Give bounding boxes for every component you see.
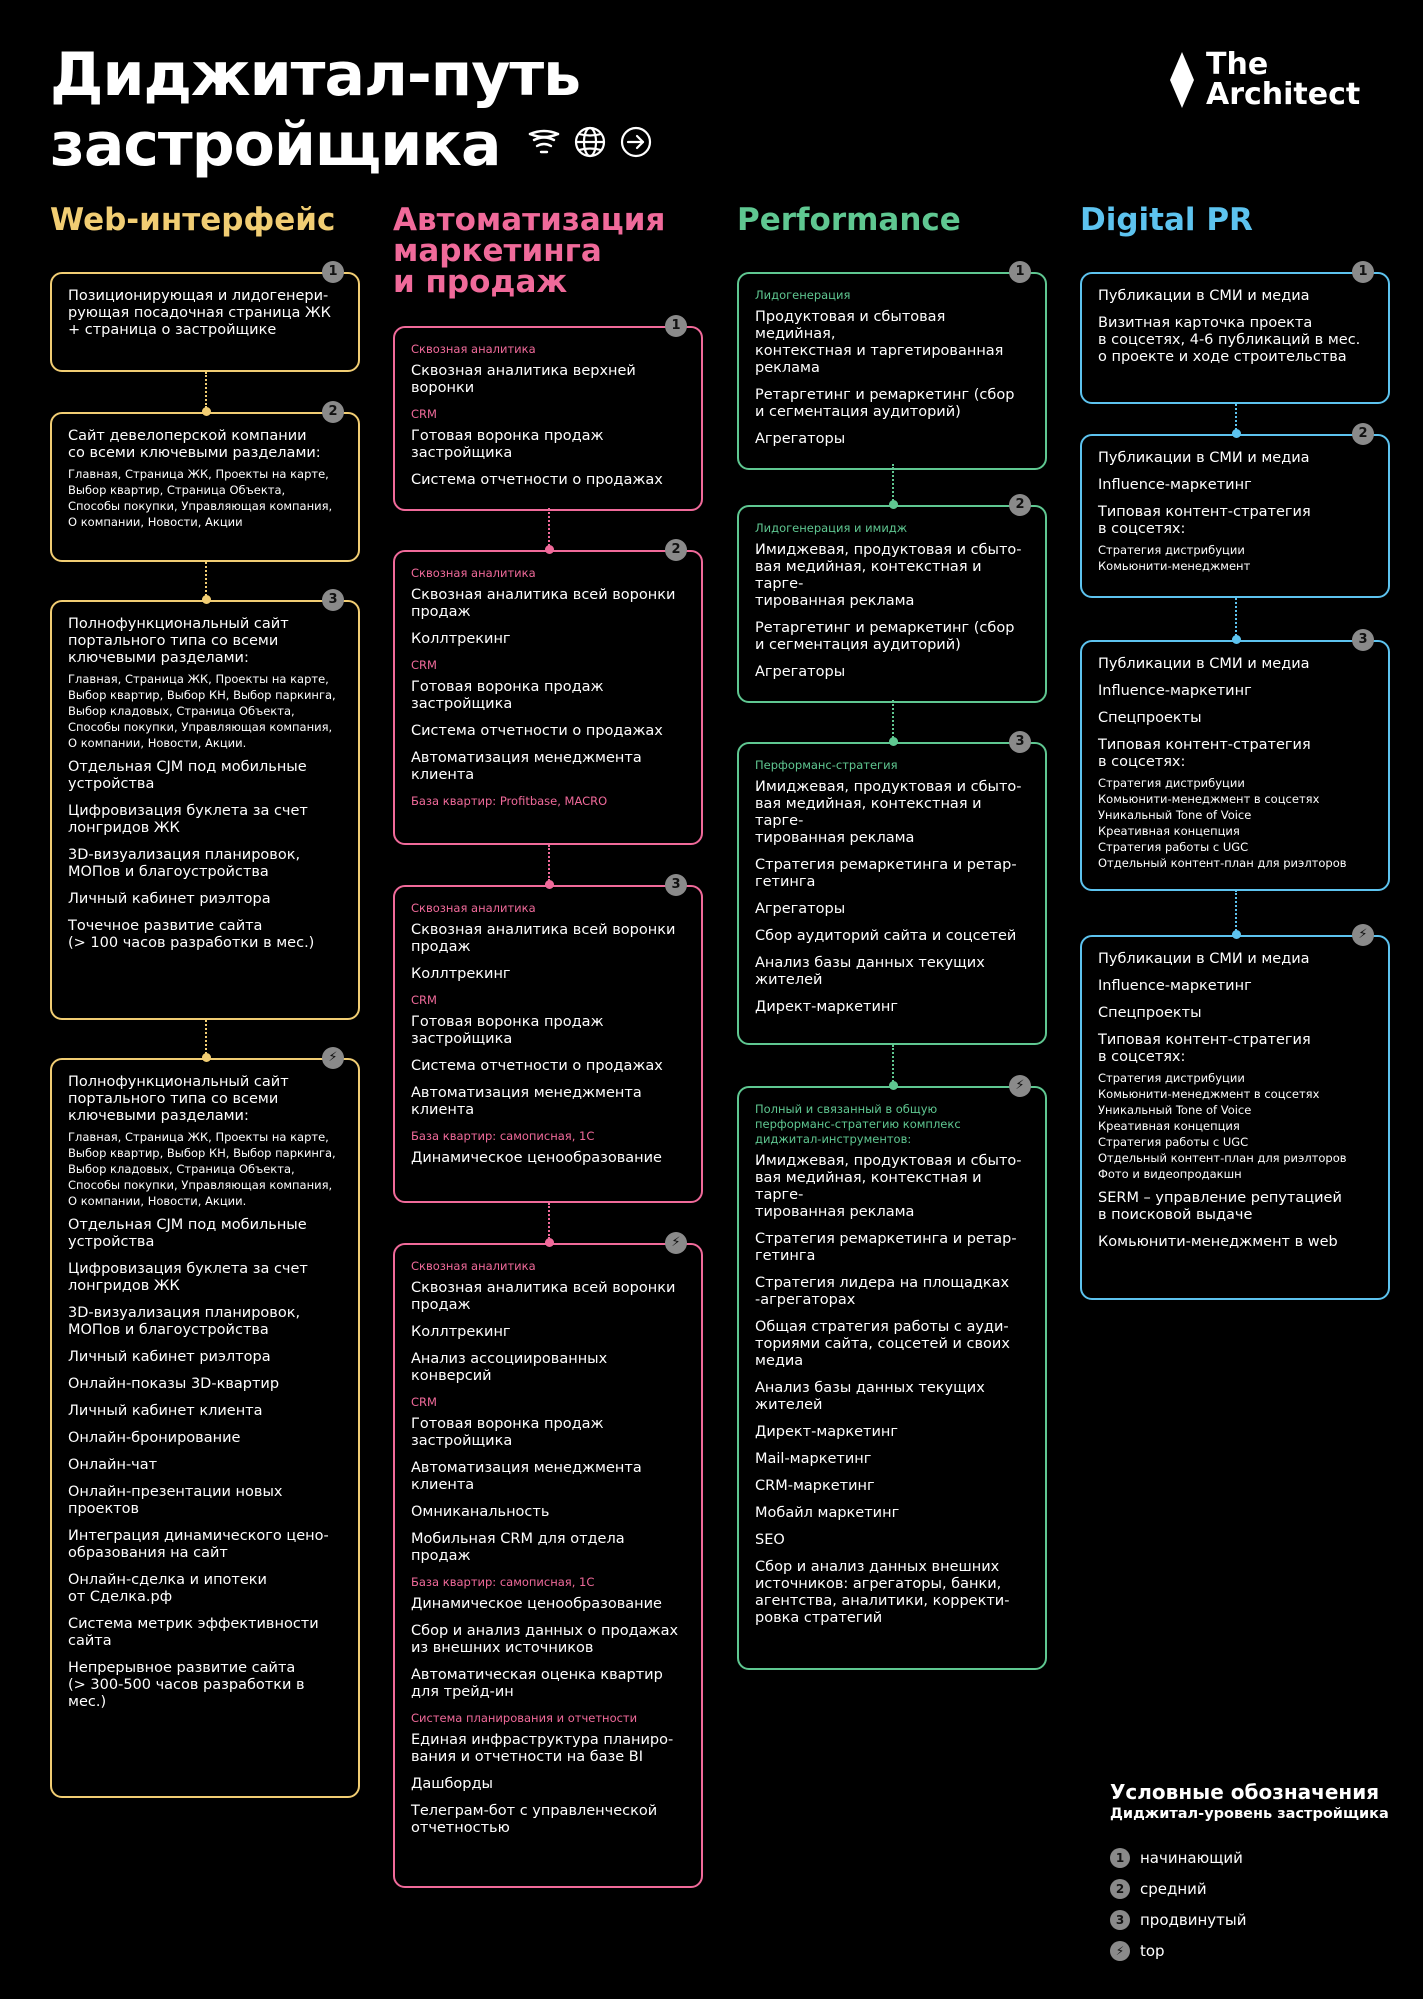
card-item: Агрегаторы <box>755 664 846 680</box>
card-item: Сквозная аналитика всей воронки продаж <box>411 587 676 620</box>
page-title <box>50 40 654 180</box>
card-item: Цифровизация буклета за счет лонгридов ЖК <box>68 1261 308 1294</box>
card-item: Типовая контент-стратегия в соцсетях: <box>1098 504 1311 537</box>
column-heading-automation <box>393 202 666 300</box>
card-item: Автоматизация менеджмента клиента <box>411 1085 642 1118</box>
title-line-2-text: застройщика <box>50 110 501 180</box>
level-badge: 3 <box>1110 1910 1130 1930</box>
category-label: CRM <box>411 658 437 672</box>
level-badge: 3 <box>665 874 687 896</box>
card-item: Influence-маркетинг <box>1098 978 1252 994</box>
column-heading-line: Web-интерфейс <box>50 202 336 238</box>
category-label: Сквозная аналитика <box>411 1259 536 1273</box>
connector-line <box>548 1203 550 1239</box>
card-item: Непрерывное развитие сайта (> 300-500 часов разработки в мес.) <box>68 1660 305 1710</box>
column-heading-line: Автоматизация <box>393 202 666 238</box>
legend-row-top <box>1110 1935 1389 1966</box>
card-item: Influence-маркетинг <box>1098 477 1252 493</box>
card-item: Директ-маркетинг <box>755 999 898 1015</box>
level-card-web-3 <box>50 592 360 1020</box>
connector-line <box>205 562 207 596</box>
card-item: Публикации в СМИ и медиа <box>1098 450 1310 466</box>
title-icons <box>526 124 654 160</box>
card-item: Агрегаторы <box>755 901 846 917</box>
lightning-icon: ⚡ <box>322 1047 344 1069</box>
category-label: CRM <box>411 993 437 1007</box>
card-item: Директ-маркетинг <box>755 1424 898 1440</box>
category-label: Лидогенерация и имидж <box>755 521 908 535</box>
level-card-web-4 <box>50 1050 360 1798</box>
level-card-web-1 <box>50 264 360 372</box>
card-item: Готовая воронка продаж застройщика <box>411 679 604 712</box>
card-item: Продуктовая и сбытовая медийная, контекстная и таргетированная реклама <box>755 309 1004 376</box>
card-item: Стратегия лидера на площадках -агрегаторах <box>755 1275 1010 1308</box>
level-card-pr-3 <box>1080 632 1390 891</box>
card-sub-list: Главная, Страница ЖК, Проекты на карте, Выбор квартир, Страница Объекта, Способы покупки, Управляющая компания, О компании, Новости, Акции <box>68 467 333 529</box>
card-item: Стратегия ремаркетинга и ретар- гетинга <box>755 857 1017 890</box>
legend-label: средний <box>1140 1879 1207 1898</box>
level-card-web-2 <box>50 404 360 562</box>
card-item: Динамическое ценообразование <box>411 1596 662 1612</box>
level-badge: 1 <box>322 261 344 283</box>
level-badge: 1 <box>665 315 687 337</box>
card-item: Публикации в СМИ и медиа <box>1098 656 1310 672</box>
level-badge: 2 <box>1009 494 1031 516</box>
card-item: Спецпроекты <box>1098 1005 1202 1021</box>
card-item: Анализ ассоциированных конверсий <box>411 1351 608 1384</box>
funnel-icon <box>526 124 562 160</box>
level-badge: 2 <box>1110 1879 1130 1899</box>
category-label: База квартир: Profitbase, MACRO <box>411 794 608 808</box>
card-item: Сбор и анализ данных о продажах из внешних источников <box>411 1623 679 1656</box>
card-item: Интеграция динамического цено- образования на сайт <box>68 1528 329 1561</box>
column-heading-line: маркетинга <box>393 233 602 269</box>
level-card-pr-4 <box>1080 927 1390 1300</box>
column-heading-line: и продаж <box>393 264 568 300</box>
card-item: Онлайн-чат <box>68 1457 158 1473</box>
connector-line <box>1235 598 1237 636</box>
level-badge: 1 <box>1009 261 1031 283</box>
card-item: Динамическое ценообразование <box>411 1150 662 1166</box>
category-label: Перформанс-стратегия <box>755 758 898 772</box>
card-sub-list: Главная, Страница ЖК, Проекты на карте, Выбор квартир, Выбор КН, Выбор паркинга, Выбор кладовых, Страница Объекта, Способы покупки, Управляющая компания, О компании, Новости, Акции. <box>68 672 336 750</box>
level-card-perf-1 <box>737 264 1047 470</box>
card-item: Визитная карточка проекта в соцсетях, 4-6 публикаций в мес. о проекте и ходе строительства <box>1098 315 1361 365</box>
card-item: Мобайл маркетинг <box>755 1505 900 1521</box>
card-item: Единая инфраструктура планиро- вания и отчетности на базе BI <box>411 1732 674 1765</box>
card-item: Готовая воронка продаж застройщика <box>411 1014 604 1047</box>
card-item: Ретаргетинг и ремаркетинг (сбор и сегментация аудиторий) <box>755 620 1015 653</box>
card-item: Ретаргетинг и ремаркетинг (сбор и сегментация аудиторий) <box>755 387 1015 420</box>
connector-line <box>205 1020 207 1054</box>
connector-line <box>892 464 894 501</box>
logo-text <box>1206 47 1361 112</box>
diamond-logo-icon <box>1168 50 1196 110</box>
card-item: SERM – управление репутацией в поисковой выдаче <box>1098 1190 1342 1223</box>
card-item: Сквозная аналитика всей воронки продаж <box>411 922 676 955</box>
card-item: Готовая воронка продаж застройщика <box>411 1416 604 1449</box>
card-item: Типовая контент-стратегия в соцсетях: <box>1098 1032 1311 1065</box>
title-line-1: Диджитал-путь <box>50 40 581 110</box>
card-item: Сбор и анализ данных внешних источников: агрегаторы, банки, агентства, аналитики, корректи- ровка стратегий <box>755 1559 1010 1626</box>
lightning-icon: ⚡ <box>665 1232 687 1254</box>
card-item: Анализ базы данных текущих жителей <box>755 1380 985 1413</box>
connector-line <box>892 700 894 738</box>
category-label: CRM <box>411 407 437 421</box>
card-item: Система отчетности о продажах <box>411 472 663 488</box>
card-item: Телеграм-бот с управленческой отчетностью <box>411 1803 658 1836</box>
level-badge: 1 <box>1110 1848 1130 1868</box>
card-item: Онлайн-сделка и ипотеки от Сделка.рф <box>68 1572 267 1605</box>
card-item: Автоматизация менеджмента клиента <box>411 750 642 783</box>
card-item: Общая стратегия работы с ауди- ториями сайта, соцсетей и своих медиа <box>755 1319 1010 1369</box>
legend-title: Условные обозначения <box>1110 1780 1380 1804</box>
level-card-pr-2 <box>1080 426 1390 598</box>
card-item: Спецпроекты <box>1098 710 1202 726</box>
level-card-auto-1 <box>393 318 703 511</box>
card-sub-list: Стратегия дистрибуции Комьюнити-менеджмент в соцсетях Уникальный Tone of Voice Креативная концепция Стратегия работы с UGC Отдельный контент-план для риэлторов Фото и видеопродакшн <box>1098 1071 1347 1181</box>
card-item: Точечное развитие сайта (> 100 часов разработки в мес.) <box>68 918 315 951</box>
card-item: Система отчетности о продажах <box>411 1058 663 1074</box>
level-card-pr-1 <box>1080 264 1390 404</box>
card-item: Готовая воронка продаж застройщика <box>411 428 604 461</box>
connector-line <box>205 372 207 408</box>
column-heading-digital-pr <box>1080 202 1253 238</box>
level-card-perf-4 <box>737 1078 1047 1670</box>
category-label: База квартир: самописная, 1С <box>411 1575 595 1589</box>
card-item: Отдельная CJM под мобильные устройства <box>68 1217 307 1250</box>
category-label: Полный и связанный в общую перформанс-стратегию комплекс диджитал-инструментов: <box>755 1102 961 1146</box>
legend-label: продвинутый <box>1140 1910 1247 1929</box>
column-heading-line: Performance <box>737 202 961 238</box>
card-item: Мобильная CRM для отдела продаж <box>411 1531 625 1564</box>
card-item: Сайт девелоперской компании со всеми ключевыми разделами: <box>68 428 321 461</box>
card-item: Mail-маркетинг <box>755 1451 872 1467</box>
level-card-auto-2 <box>393 542 703 845</box>
card-item: Публикации в СМИ и медиа <box>1098 288 1310 304</box>
lightning-icon: ⚡ <box>1009 1075 1031 1097</box>
level-card-perf-3 <box>737 734 1047 1045</box>
card-item: Сбор аудиторий сайта и соцсетей <box>755 928 1017 944</box>
globe-icon <box>572 124 608 160</box>
card-item: Личный кабинет клиента <box>68 1403 263 1419</box>
category-label: База квартир: самописная, 1С <box>411 1129 595 1143</box>
card-item: Типовая контент-стратегия в соцсетях: <box>1098 737 1311 770</box>
arrow-circle-icon <box>618 124 654 160</box>
card-item: Стратегия ремаркетинга и ретар- гетинга <box>755 1231 1017 1264</box>
legend-label: начинающий <box>1140 1848 1243 1867</box>
card-item: Имиджевая, продуктовая и сбыто- вая медийная, контекстная и тарге- тированная реклама <box>755 1153 1022 1220</box>
legend-label: top <box>1140 1941 1165 1960</box>
card-item: Онлайн-презентации новых проектов <box>68 1484 283 1517</box>
legend <box>1110 1780 1389 1966</box>
card-item: Сквозная аналитика всей воронки продаж <box>411 1280 676 1313</box>
level-card-perf-2 <box>737 497 1047 703</box>
card-item: Дашборды <box>411 1776 493 1792</box>
legend-subtitle: Диджитал-уровень застройщика <box>1110 1806 1389 1822</box>
card-item: Influence-маркетинг <box>1098 683 1252 699</box>
card-item: 3D-визуализация планировок, МОПов и благоустройства <box>68 847 301 880</box>
card-item: Онлайн-бронирование <box>68 1430 241 1446</box>
category-label: Сквозная аналитика <box>411 566 536 580</box>
level-card-auto-4 <box>393 1235 703 1888</box>
title-line-2 <box>50 110 654 180</box>
column-heading-web <box>50 202 336 238</box>
card-item: Автоматическая оценка квартир для трейд-ин <box>411 1667 663 1700</box>
legend-row-3 <box>1110 1904 1389 1935</box>
logo-line-1: The <box>1206 47 1269 82</box>
connector-line <box>548 845 550 881</box>
connector-line <box>1235 890 1237 931</box>
connector-line <box>1235 404 1237 430</box>
card-item: Отдельная CJM под мобильные устройства <box>68 759 307 792</box>
lightning-icon: ⚡ <box>1352 924 1374 946</box>
card-item: Агрегаторы <box>755 431 846 447</box>
card-item: Система метрик эффективности сайта <box>68 1616 319 1649</box>
level-badge: 2 <box>322 401 344 423</box>
card-item: Коллтрекинг <box>411 966 511 982</box>
card-item: Цифровизация буклета за счет лонгридов ЖК <box>68 803 308 836</box>
category-label: Система планирования и отчетности <box>411 1711 638 1725</box>
card-sub-list: Стратегия дистрибуции Комьюнити-менеджмент в соцсетях Уникальный Tone of Voice Креативная концепция Стратегия работы с UGC Отдельный контент-план для риэлторов <box>1098 776 1347 870</box>
column-heading-performance <box>737 202 961 238</box>
card-item: Полнофункциональный сайт портального типа со всеми ключевыми разделами: <box>68 616 289 666</box>
card-item: Личный кабинет риэлтора <box>68 891 271 907</box>
legend-row-2 <box>1110 1873 1389 1904</box>
card-item: Анализ базы данных текущих жителей <box>755 955 985 988</box>
level-badge: 1 <box>1352 261 1374 283</box>
card-item: Личный кабинет риэлтора <box>68 1349 271 1365</box>
column-heading-line: Digital PR <box>1080 202 1253 238</box>
level-badge: 2 <box>665 539 687 561</box>
card-item: Имиджевая, продуктовая и сбыто- вая медийная, контекстная и тарге- тированная реклама <box>755 542 1022 609</box>
card-item: Система отчетности о продажах <box>411 723 663 739</box>
category-label: Сквозная аналитика <box>411 901 536 915</box>
card-item: CRM-маркетинг <box>755 1478 875 1494</box>
card-item: Сквозная аналитика верхней воронки <box>411 363 636 396</box>
card-item: 3D-визуализация планировок, МОПов и благоустройства <box>68 1305 301 1338</box>
level-card-auto-3 <box>393 877 703 1203</box>
card-item: Публикации в СМИ и медиа <box>1098 951 1310 967</box>
card-item: Онлайн-показы 3D-квартир <box>68 1376 280 1392</box>
card-item: Позиционирующая и лидогенери- рующая посадочная страница ЖК + страница о застройщике <box>68 288 331 338</box>
card-item: Омниканальность <box>411 1504 550 1520</box>
connector-line <box>548 508 550 546</box>
card-sub-list: Главная, Страница ЖК, Проекты на карте, Выбор квартир, Выбор КН, Выбор паркинга, Выбор кладовых, Страница Объекта, Способы покупки, Управляющая компания, О компании, Новости, Акции. <box>68 1130 336 1208</box>
category-label: Сквозная аналитика <box>411 342 536 356</box>
logo <box>1168 47 1361 112</box>
card-sub-list: Стратегия дистрибуции Комьюнити-менеджмент <box>1098 543 1251 573</box>
level-badge: 2 <box>1352 423 1374 445</box>
card-item: Коллтрекинг <box>411 631 511 647</box>
lightning-icon: ⚡ <box>1110 1941 1130 1961</box>
category-label: CRM <box>411 1395 437 1409</box>
level-badge: 3 <box>322 589 344 611</box>
card-item: SEO <box>755 1532 785 1548</box>
connector-line <box>892 1045 894 1082</box>
card-item: Автоматизация менеджмента клиента <box>411 1460 642 1493</box>
level-badge: 3 <box>1009 731 1031 753</box>
card-item: Коллтрекинг <box>411 1324 511 1340</box>
logo-line-2: Architect <box>1206 77 1361 112</box>
card-item: Комьюнити-менеджмент в web <box>1098 1234 1338 1250</box>
category-label: Лидогенерация <box>755 288 851 302</box>
card-item: Имиджевая, продуктовая и сбыто- вая медийная, контекстная и тарге- тированная реклама <box>755 779 1022 846</box>
card-item: Полнофункциональный сайт портального типа со всеми ключевыми разделами: <box>68 1074 289 1124</box>
legend-row-1 <box>1110 1842 1389 1873</box>
level-badge: 3 <box>1352 629 1374 651</box>
